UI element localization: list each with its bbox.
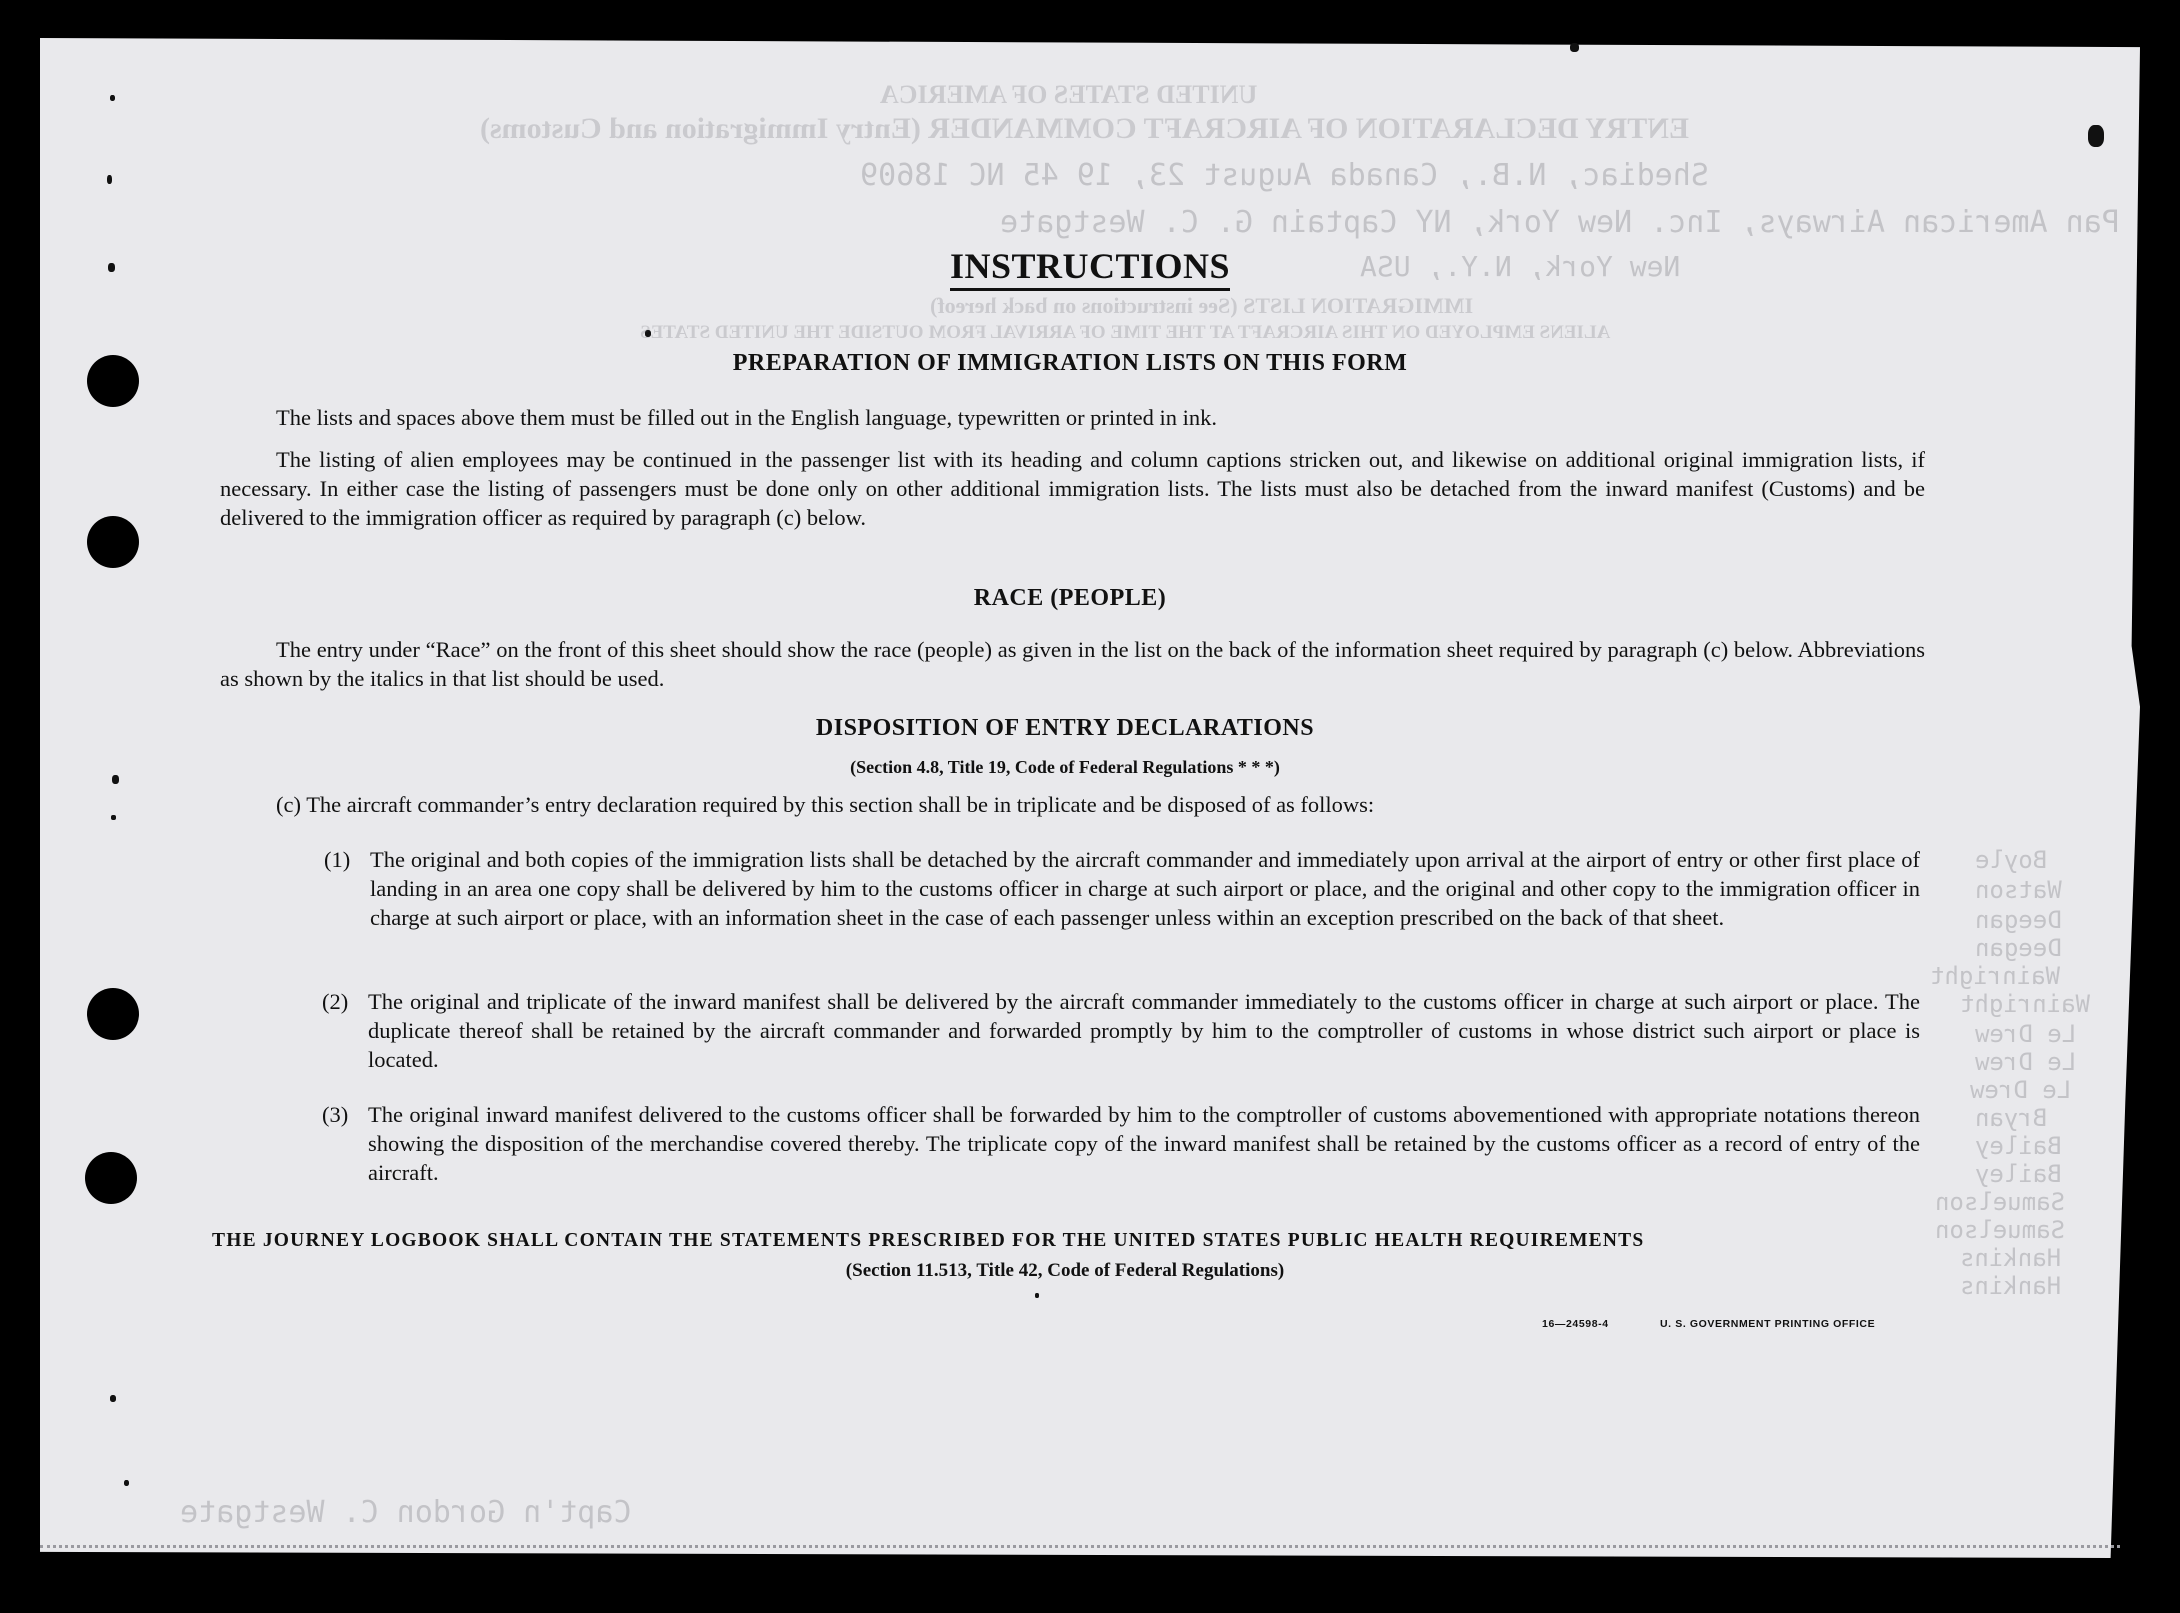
bleed-through-name: Wainright (1930, 962, 2061, 990)
bleed-through-name: Hankins (1960, 1272, 2062, 1300)
punch-hole (87, 516, 139, 568)
bleed-through-line: Shediac, N.B., Canada August 23, 19 45 NC 18609 (860, 158, 1709, 193)
preparation-paragraph-2: The listing of alien employees may be continued in the passenger list with its heading and column captions stricken out, and likewise on additional original immigration lists, if necessary. In either case the listing of passengers must be done only on other additional immigration lists. The lists must also be detached from the inward manifest (Customs) and be delivered to the immigration officer as required by paragraph (c) below. (220, 447, 1925, 530)
item-text: The original and triplicate of the inward manifest shall be delivered by the aircraft commander immediately to the customs officer in charge at such airport or place. The duplicate thereof shall be retained by the aircraft commander and forwarded promptly by him to the comptroller of customs in whose district such airport or place is located. (368, 989, 1920, 1072)
bleed-through-name: Deegan (1975, 934, 2062, 962)
bleed-through-name: Samuelson (1935, 1216, 2066, 1244)
bleed-through-name: Bryan (1975, 1104, 2048, 1132)
disposition-citation: (Section 4.8, Title 19, Code of Federal Regulations * * *) (850, 757, 1280, 777)
printer-credit: U. S. GOVERNMENT PRINTING OFFICE (1660, 1318, 1876, 1330)
bleed-through-name: Le Drew (1970, 1076, 2072, 1104)
bleed-through-name: Boyle (1975, 846, 2048, 874)
bleed-through-line: New York, N.Y., USA (1360, 250, 1681, 283)
speck (2088, 125, 2104, 147)
speck (110, 95, 115, 101)
bleed-through-name: Hankins (1960, 1244, 2062, 1272)
race-paragraph: The entry under “Race” on the front of this sheet should show the race (people) as given in the list on the back of the information sheet required by paragraph (c) below. Abbreviations as shown by the italics in that list should be used. (220, 637, 1925, 691)
bleed-through-name: Bailey (1975, 1160, 2062, 1188)
bleed-through-line: Capt'n Gordon C. Westgate (180, 1495, 632, 1530)
item-text: The original inward manifest delivered to the customs officer shall be forwarded by him to the comptroller of customs abovementioned with appropriate notations thereon showing the disposition of the merchandise covered thereby. The triplicate copy of the inward manifest shall be retained by the customs officer as a record of entry of the aircraft. (368, 1102, 1920, 1185)
speck (111, 815, 116, 820)
punch-hole (87, 988, 139, 1040)
item-number: (2) (322, 989, 349, 1014)
section-heading-preparation: PREPARATION OF IMMIGRATION LISTS ON THIS FORM (732, 350, 1408, 376)
section-heading-disposition: DISPOSITION OF ENTRY DECLARATIONS (815, 715, 1315, 741)
bleed-through-name: Bailey (1975, 1132, 2062, 1160)
bleed-through-name: Samuelson (1935, 1188, 2066, 1216)
bleed-through-line: UNITED STATES OF AMERICA (880, 80, 1258, 109)
disposition-item-1 (324, 845, 1920, 932)
disposition-item-2 (322, 987, 1920, 1074)
speck (124, 1480, 129, 1486)
footer-statement: THE JOURNEY LOGBOOK SHALL CONTAIN THE STATEMENTS PRESCRIBED FOR THE UNITED STATES PUBLIC HEALTH REQUIREMENTS (212, 1230, 1645, 1251)
preparation-paragraph-1: The lists and spaces above them must be filled out in the English language, typewritten or printed in ink. (276, 405, 1218, 430)
speck (1570, 43, 1579, 52)
bleed-through-line: IMMIGRATION LISTS (See instructions on back hereof) (930, 293, 1474, 318)
perforation-line (40, 1545, 2120, 1548)
disposition-item-3 (322, 1100, 1920, 1187)
bleed-through-line: ALIENS EMPLOYED ON THIS AIRCRAFT AT THE TIME OF ARRIVAL FROM OUTSIDE THE UNITED STATES (640, 322, 1611, 343)
bleed-through-line: ENTRY DECLARATION OF AIRCRAFT COMMANDER (Entry Immigration and Customs) (480, 112, 1689, 145)
disposition-intro: (c) The aircraft commander’s entry declaration required by this section shall be in triplicate and be disposed of as follows: (276, 792, 1375, 817)
item-text: The original and both copies of the immigration lists shall be detached by the aircraft commander and immediately upon arrival at the airport of entry or other first place of landing in an area one copy shall be delivered by him to the customs officer in charge at such airport or place, and the original and other copy to the immigration officer in charge at such airport or place, with an information sheet in the case of each passenger unless within an exception prescribed on the back of that sheet. (370, 847, 1920, 930)
bleed-through-name: Wainright (1960, 990, 2091, 1018)
speck (107, 175, 112, 184)
print-code: 16—24598-4 (1542, 1318, 1609, 1330)
bleed-through-name: Le Drew (1975, 1048, 2077, 1076)
section-heading-race: RACE (PEOPLE) (973, 585, 1167, 611)
speck (110, 1395, 116, 1402)
bleed-through-name: Le Drew (1975, 1020, 2077, 1048)
item-number: (1) (324, 847, 351, 872)
item-number: (3) (322, 1102, 349, 1127)
page-title: INSTRUCTIONS (0, 245, 2180, 287)
footer-citation: (Section 11.513, Title 42, Code of Federal Regulations) (845, 1260, 1285, 1281)
bleed-through-name: Watson (1975, 876, 2062, 904)
speck (1035, 1293, 1039, 1298)
punch-hole (85, 1152, 137, 1204)
bleed-through-line: Pan American Airways, Inc. New York, NY Captain G. C. Westgate (1000, 205, 2120, 240)
bleed-through-name: Deegan (1975, 906, 2062, 934)
